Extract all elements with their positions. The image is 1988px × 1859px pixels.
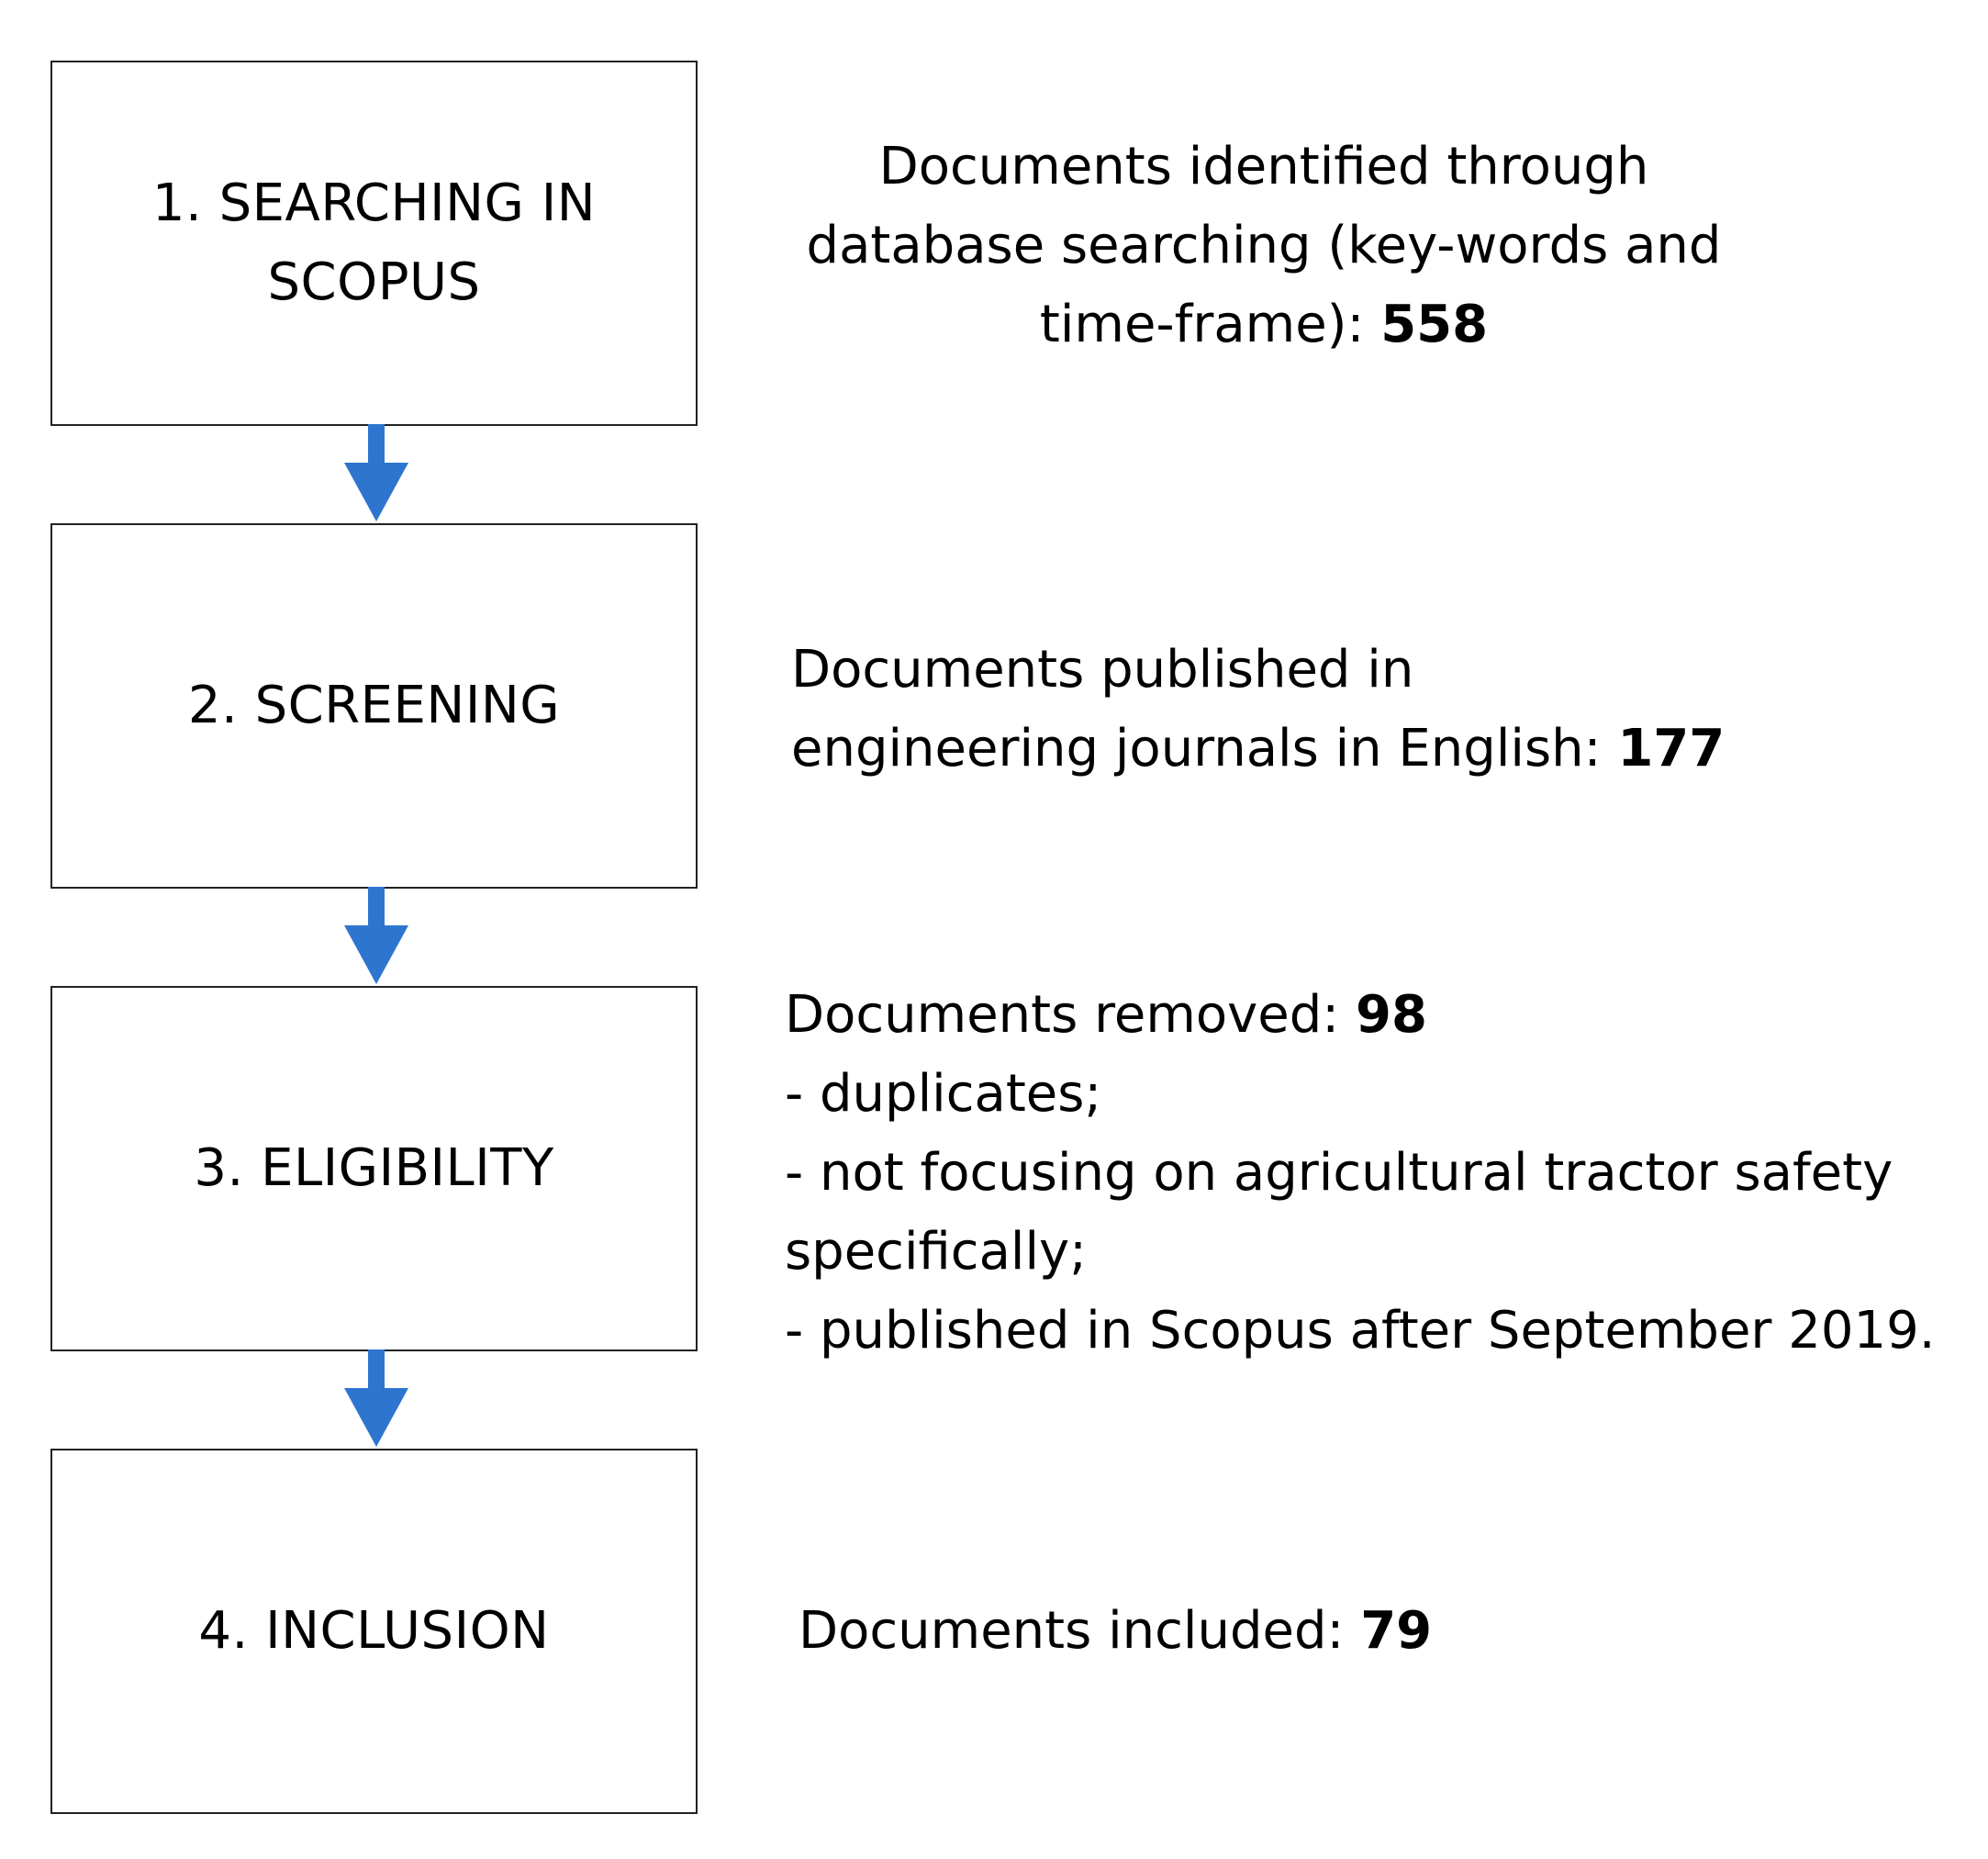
note-inclusion-line xyxy=(799,1592,1432,1671)
stage-label-searching: 1. SEARCHING IN SCOPUS xyxy=(151,174,597,312)
note-eligibility-count: 98 xyxy=(1355,985,1427,1045)
note-eligibility-item: - duplicates; xyxy=(785,1064,1102,1124)
note-searching-count: 558 xyxy=(1380,295,1489,354)
note-eligibility xyxy=(785,976,1936,1371)
note-eligibility-heading-line xyxy=(785,976,1936,1055)
stage-box-inclusion xyxy=(50,1449,698,1814)
stage-box-eligibility xyxy=(50,986,698,1351)
down-arrow-icon xyxy=(342,887,410,986)
note-eligibility-item: specifically; xyxy=(785,1222,1088,1282)
note-searching-label: time-frame): xyxy=(1039,295,1365,354)
down-arrow-icon xyxy=(342,1349,410,1449)
down-arrow-icon xyxy=(342,424,410,523)
note-inclusion-heading: Documents included: xyxy=(799,1601,1345,1661)
stage-box-screening xyxy=(50,523,698,889)
note-searching-line-1: Documents identified through xyxy=(878,137,1649,196)
note-searching-line-3 xyxy=(791,286,1737,364)
note-screening-line-1: Documents published in xyxy=(791,640,1414,700)
note-inclusion xyxy=(799,1592,1432,1671)
note-eligibility-item: - published in Scopus after September 2019. xyxy=(785,1301,1936,1361)
stage-label-inclusion: 4. INCLUSION xyxy=(198,1601,550,1661)
note-screening-count: 177 xyxy=(1617,719,1726,778)
note-searching-line-2: database searching (key-words and xyxy=(806,216,1722,275)
note-eligibility-heading: Documents removed: xyxy=(785,985,1340,1045)
note-inclusion-count: 79 xyxy=(1360,1601,1433,1661)
stage-label-screening: 2. SCREENING xyxy=(187,676,561,735)
note-screening-label: engineering journals in English: xyxy=(791,719,1602,778)
note-screening-line-2 xyxy=(791,710,1725,789)
note-screening xyxy=(791,631,1725,789)
note-eligibility-item: - not focusing on agricultural tractor safety xyxy=(785,1143,1893,1203)
note-searching xyxy=(791,128,1737,364)
stage-label-eligibility: 3. ELIGIBILITY xyxy=(194,1138,554,1198)
stage-box-searching xyxy=(50,61,698,426)
